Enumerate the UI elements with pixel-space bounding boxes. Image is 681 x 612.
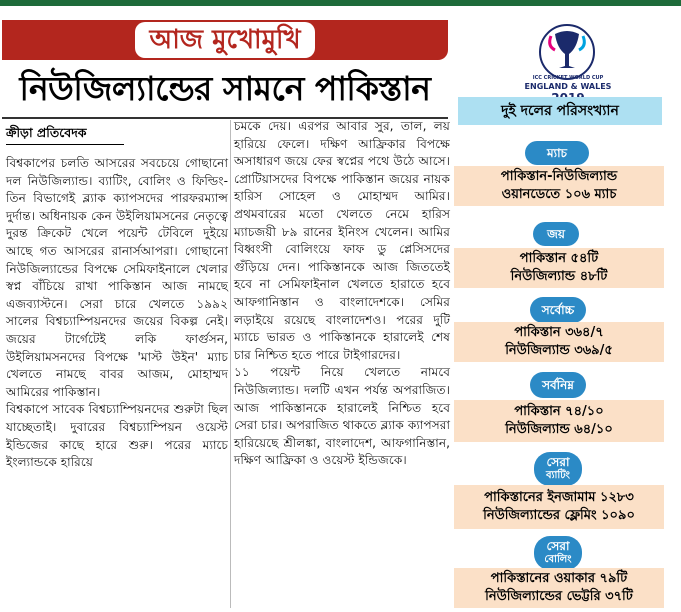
stat-line: নিউজিল্যান্ডের ভেট্টরি ৩৭টি: [485, 589, 633, 604]
paragraph: বিশ্বকাপে সাবেক বিশ্বচ্যাম্পিয়নদের শুরুটা ছিল যাচ্ছেতাই। দুবারের বিশ্বচ্যাম্পিয়ন ওয়েস্ট ইন্ডিজের কাছে হারে শুরু। পরের ম্যাচে ইংল্যান্ডকে হারিয়ে: [6, 402, 228, 470]
stats-title: দুই দলের পরিসংখ্যান: [458, 97, 662, 125]
banner-label: আজ মুখোমুখি: [135, 22, 314, 58]
stat-line: পাকিস্তান ৭৪/১০: [514, 404, 604, 419]
top-accent-bar: [0, 0, 681, 6]
stat-box-lowest: [454, 400, 664, 442]
logo-line-1: ICC CRICKET WORLD CUP: [532, 75, 604, 81]
stat-label-wins: জয়: [533, 222, 579, 246]
article-column-1: [6, 155, 228, 472]
stat-label-lowest: সর্বনিম্ন: [530, 372, 586, 398]
section-banner: [2, 20, 448, 60]
headline: নিউজিল্যান্ডের সামনে পাকিস্তান: [19, 69, 431, 108]
stat-line: পাকিস্তানের ইনজামাম ১২৮৩: [484, 490, 634, 505]
stat-line: নিউজিল্যান্ড ৪৮টি: [510, 269, 608, 284]
paragraph: বিশ্বকাপের চলতি আসরের সবচেয়ে গোছানো দল নিউজিল্যান্ড। ব্যাটিং, বোলিং ও ফিল্ডিং-তিন বিভাগেই ব্ল্যাক ক্যাপসদের পারফরম্যান্স দুর্দান্ত। অধিনায়ক কেন উইলিয়ামসনের নেতৃত্বে দুরন্ত ক্রিকেট খেলে পয়েন্ট টেবিলে দুইয়ে আছে গত আসরের রানার্সআপরা। গোছানো নিউজিল্যান্ডের বিপক্ষে সেমিফাইনালে খেলার স্বপ্ন বাঁচিয়ে রাখা পাকিস্তান আজ নামছে এজব্যাস্টনে। সেরা চারে খেলতে ১৯৯২ সালের বিশ্বচ্যাম্পিয়নদের জয়ের বিকল্প নেই। জয়ের টার্গেটেই লকি ফার্গুসন, উইলিয়ামসনদের বিপক্ষে 'মাস্ট উইন' ম্যাচ খেলতে নামছে বাবর আজম, মোহাম্মদ আমিরের পাকিস্তান।: [6, 156, 228, 399]
stat-label-matches: ম্যাচ: [525, 141, 589, 165]
stat-line: নিউজিল্যান্ড ৩৬৯/৫: [505, 343, 613, 358]
byline: ক্রীড়া প্রতিবেদক: [6, 125, 87, 140]
stat-box-best-bowling: [454, 568, 664, 608]
article-column-2: [234, 118, 450, 470]
column-divider: [230, 120, 231, 608]
stat-box-best-batting: [454, 485, 664, 529]
stat-label-best-bowling: সেরা বোলিং: [534, 536, 582, 570]
stat-box-highest: [454, 322, 664, 362]
stat-line: পাকিস্তানের ওয়াকার ৭৯টি: [490, 571, 628, 586]
stat-line: পাকিস্তান ৫৪টি: [519, 251, 599, 266]
stat-line: নিউজিল্যান্ড ৬৪/১০: [505, 422, 613, 437]
paragraph: ১১ পয়েন্ট নিয়ে খেলতে নামবে নিউজিল্যান্ড। দলটি এখন পর্যন্ত অপরাজিত। আজ পাকিস্তানকে হারালেই নিশ্চিত হবে সেরা চার। অপরাজিত থাকতে ব্ল্যাক ক্যাপসরা হারিয়েছে শ্রীলঙ্কা, বাংলাদেশ, আফগানিস্তান, দক্ষিণ আফ্রিকা ও ওয়েস্ট ইন্ডিজকে।: [234, 365, 450, 468]
stat-line: পাকিস্তান-নিউজিল্যান্ড: [500, 169, 618, 184]
stat-line: ওয়ানডেতে ১০৬ ম্যাচ: [501, 187, 617, 202]
stat-box-matches: [454, 166, 664, 206]
byline-underline: [6, 144, 124, 145]
paragraph: চমকে দেয়। এরপর আবার সুর, তাল, লয় হারিয়ে ফেলে। দক্ষিণ আফ্রিকার বিপক্ষে অসাধারণ জয়ে ফের স্বপ্নের পথে উঠে আসে। প্রোটিয়াসদের বিপক্ষে পাকিস্তান জয়ের নায়ক হারিস সোহেল ও মোহাম্মদ আমির। প্রথমবারের মতো খেলতে নেমে হারিস ম্যাচজয়ী ৮৯ রানের ইনিংস খেলেন। আমির বিধ্বংসী বোলিংয়ে ফাফ ডু প্লেসিসদের গুঁড়িয়ে দেন। পাকিস্তানকে আজ জিততেই হবে না সেমিফাইনাল খেলতে হারাতে হবে আফগানিস্তান ও বাংলাদেশকে। সেমির লড়াইয়ে রয়েছে বাংলাদেশও। পরের দুটি ম্যাচে ভারত ও পাকিস্তানকে হারালেই শেষ চার নিশ্চিত হতে পারে টাইগারদের।: [234, 119, 450, 362]
stat-line: নিউজিল্যান্ডের ফ্লেমিং ১০৯০: [483, 508, 635, 523]
stat-line: পাকিস্তান ৩৬৪/৭: [514, 325, 604, 340]
stat-box-wins: [454, 248, 664, 288]
stat-label-highest: সর্বোচ্চ: [530, 297, 586, 323]
stat-label-best-batting: সেরা ব্যাটিং: [534, 452, 582, 486]
logo-line-2: ENGLAND & WALES: [524, 82, 612, 91]
